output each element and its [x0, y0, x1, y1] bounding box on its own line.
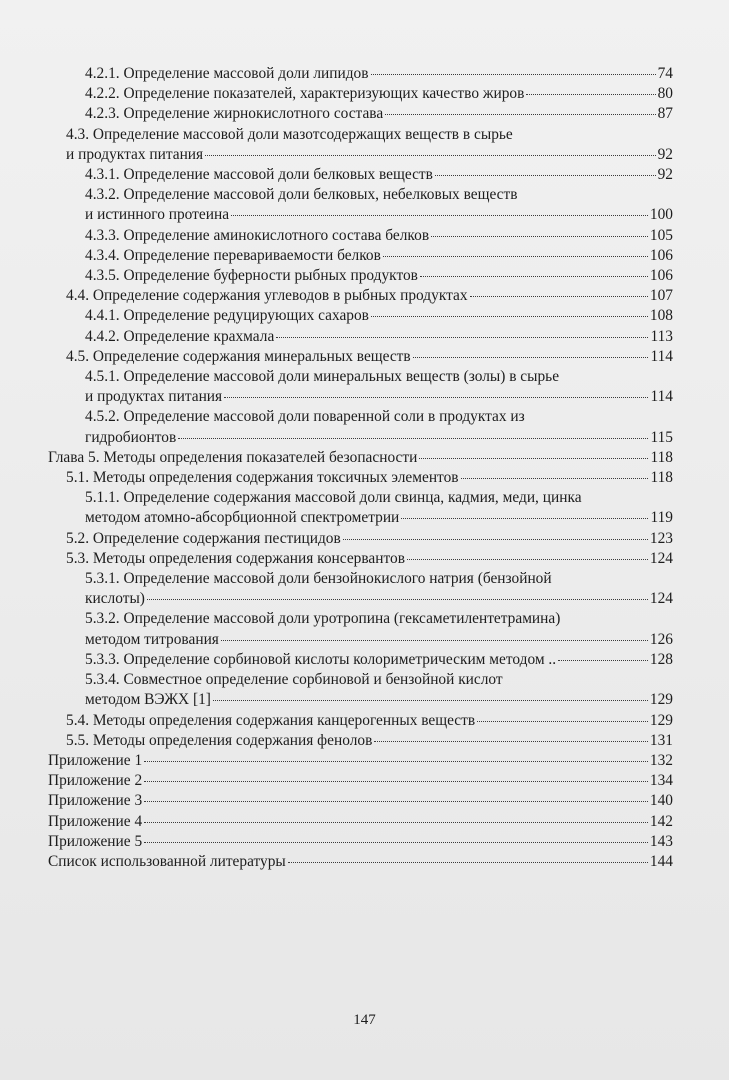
toc-entry	[48, 650, 673, 670]
toc-entry	[48, 731, 673, 751]
dot-leader	[144, 781, 648, 782]
dot-leader	[178, 438, 648, 439]
dot-leader	[288, 862, 648, 863]
toc-entry-page: 134	[649, 772, 673, 790]
dot-leader	[144, 761, 648, 762]
toc-entry-text-line: 5.3.4. Совместное определение сорбиновой и бензойной кислот	[85, 671, 503, 689]
toc-entry-last-line	[85, 428, 673, 448]
dot-leader	[431, 236, 648, 237]
toc-entry-title: Приложение 1	[48, 751, 143, 769]
dot-leader	[461, 478, 649, 479]
toc-entry-last-line	[85, 266, 673, 286]
toc-entry-last-line	[48, 852, 673, 872]
toc-entry-title: 4.3.3. Определение аминокислотного состава белков	[85, 226, 430, 244]
toc-entry-last-line	[85, 650, 673, 670]
dot-leader	[477, 721, 648, 722]
dot-leader	[526, 94, 655, 95]
toc-entry-text-line: 4.3. Определение массовой доли мазотсодержащих веществ в сырье	[66, 125, 513, 143]
toc-entry-title: Глава 5. Методы определения показателей безопасности	[48, 448, 418, 466]
toc-entry-page: 131	[649, 731, 673, 749]
toc-entry-last-line	[48, 812, 673, 832]
toc-entry-last-line	[85, 226, 673, 246]
toc-entry-page: 140	[649, 792, 673, 810]
toc-entry-page: 80	[657, 85, 673, 103]
toc-entry	[48, 286, 673, 306]
toc-entry-page: 114	[650, 347, 673, 365]
dot-leader	[470, 296, 648, 297]
toc-entry-last-line	[85, 327, 673, 347]
toc-entry-last-line	[85, 508, 673, 528]
toc-entry-page: 119	[650, 509, 673, 527]
toc-entry-page: 106	[649, 246, 673, 264]
dot-leader	[413, 357, 649, 358]
toc-entry	[48, 327, 673, 347]
toc-entry-title: 4.4.1. Определение редуцирующих сахаров	[85, 307, 369, 325]
toc-entry-last-line	[48, 751, 673, 771]
dot-leader	[407, 559, 648, 560]
toc-entry	[48, 791, 673, 811]
toc-entry-title: 4.2.2. Определение показателей, характеризующих качество жиров	[85, 85, 525, 103]
toc-entry-last-line	[85, 690, 673, 710]
toc-entry-last-line	[48, 832, 673, 852]
dot-leader	[147, 599, 648, 600]
toc-entry	[48, 64, 673, 84]
toc-entry-last-line	[48, 771, 673, 791]
table-of-contents	[48, 64, 673, 872]
toc-entry-page: 124	[649, 590, 673, 608]
toc-entry-last-line	[85, 246, 673, 266]
toc-entry-page: 118	[650, 469, 673, 487]
toc-entry-page: 128	[649, 650, 673, 668]
dot-leader	[231, 215, 648, 216]
dot-leader	[205, 155, 655, 156]
toc-entry	[48, 84, 673, 104]
toc-entry-last-line	[66, 347, 673, 367]
toc-entry-page: 126	[649, 630, 673, 648]
dot-leader	[374, 741, 648, 742]
dot-leader	[401, 518, 648, 519]
toc-entry-last-line	[66, 549, 673, 569]
toc-entry-title: 4.3.5. Определение буферности рыбных продуктов	[85, 267, 418, 285]
toc-entry	[48, 407, 673, 447]
toc-entry-page: 107	[649, 287, 673, 305]
toc-entry	[48, 367, 673, 407]
toc-entry-title: и истинного протеина	[85, 206, 230, 224]
toc-entry	[48, 812, 673, 832]
toc-entry-last-line	[66, 711, 673, 731]
toc-entry-last-line	[85, 104, 673, 124]
toc-entry-title: 4.3.4. Определение перевариваемости белков	[85, 246, 381, 264]
toc-entry-text-line: 5.3.2. Определение массовой доли уротропина (гексаметилентетрамина)	[85, 610, 561, 628]
toc-entry-title: методом титрования	[85, 630, 219, 648]
toc-entry-title: 4.2.3. Определение жирнокислотного состава	[85, 105, 384, 123]
toc-entry	[48, 569, 673, 609]
toc-entry	[48, 832, 673, 852]
toc-entry-title: 5.5. Методы определения содержания фенолов	[66, 731, 373, 749]
toc-entry-text-line: 5.3.1. Определение массовой доли бензойнокислого натрия (бензойной	[85, 570, 552, 588]
toc-entry	[48, 549, 673, 569]
toc-entry	[48, 347, 673, 367]
toc-entry	[48, 609, 673, 649]
dot-leader	[435, 175, 656, 176]
dot-leader	[144, 842, 648, 843]
toc-entry	[48, 711, 673, 731]
toc-entry-page: 142	[649, 812, 673, 830]
toc-entry-last-line	[85, 205, 673, 225]
toc-entry-text-line: 4.3.2. Определение массовой доли белковых, небелковых веществ	[85, 186, 518, 204]
toc-entry-page: 106	[649, 267, 673, 285]
toc-entry-last-line	[48, 448, 673, 468]
toc-entry-page: 100	[649, 206, 673, 224]
dot-leader	[276, 337, 648, 338]
toc-entry-last-line	[66, 731, 673, 751]
toc-entry-last-line	[85, 589, 673, 609]
toc-entry-page: 87	[657, 105, 673, 123]
toc-entry-last-line	[85, 630, 673, 650]
toc-entry	[48, 852, 673, 872]
toc-entry-page: 124	[649, 549, 673, 567]
dot-leader	[224, 397, 648, 398]
toc-entry-page: 113	[650, 327, 673, 345]
toc-entry	[48, 185, 673, 225]
toc-entry-title: 5.3.3. Определение сорбиновой кислоты колориметрическим методом ..	[85, 650, 557, 668]
toc-entry	[48, 468, 673, 488]
toc-entry-title: кислоты)	[85, 590, 145, 608]
toc-entry-title: 4.2.1. Определение массовой доли липидов	[85, 65, 369, 82]
toc-entry	[48, 104, 673, 124]
toc-entry-page: 115	[650, 428, 673, 446]
toc-entry	[48, 670, 673, 710]
toc-entry-last-line	[85, 387, 673, 407]
toc-entry	[48, 226, 673, 246]
toc-entry-title: и продуктах питания	[66, 145, 204, 163]
toc-entry-text-line: 4.5.1. Определение массовой доли минеральных веществ (золы) в сырье	[85, 368, 560, 386]
toc-entry	[48, 266, 673, 286]
toc-entry-title: 4.4.2. Определение крахмала	[85, 327, 275, 345]
toc-entry-title: 5.4. Методы определения содержания канцерогенных веществ	[66, 711, 476, 729]
toc-entry	[48, 125, 673, 165]
toc-entry	[48, 488, 673, 528]
toc-entry-title: Приложение 4	[48, 812, 143, 830]
toc-entry-title: 5.1. Методы определения содержания токсичных элементов	[66, 469, 459, 487]
dot-leader	[144, 822, 648, 823]
toc-entry-title: 5.3. Методы определения содержания консервантов	[66, 549, 405, 567]
toc-entry	[48, 448, 673, 468]
toc-entry-last-line	[85, 165, 673, 185]
toc-entry-last-line	[85, 306, 673, 326]
toc-entry-title: Приложение 5	[48, 832, 143, 850]
dot-leader	[213, 700, 648, 701]
toc-entry	[48, 246, 673, 266]
toc-entry-last-line	[85, 84, 673, 104]
toc-entry-page: 92	[657, 145, 673, 163]
toc-entry	[48, 165, 673, 185]
page-number: 147	[353, 1012, 376, 1028]
toc-entry-page: 108	[649, 307, 673, 325]
toc-entry-last-line	[66, 145, 673, 165]
toc-entry-title: 4.4. Определение содержания углеводов в рыбных продуктах	[66, 287, 468, 305]
toc-entry-page: 118	[650, 448, 673, 466]
toc-entry-last-line	[85, 64, 673, 84]
toc-entry-page: 74	[657, 65, 673, 82]
toc-entry	[48, 771, 673, 791]
toc-entry-title: Приложение 3	[48, 792, 143, 810]
toc-entry-title: 5.2. Определение содержания пестицидов	[66, 529, 341, 547]
toc-entry-page: 129	[649, 691, 673, 709]
dot-leader	[371, 74, 656, 75]
toc-entry-text-line: 5.1.1. Определение содержания массовой доли свинца, кадмия, меди, цинка	[85, 489, 582, 507]
toc-entry-title: методом атомно-абсорбционной спектрометрии	[85, 509, 400, 527]
toc-entry-title: 4.3.1. Определение массовой доли белковых веществ	[85, 166, 433, 184]
toc-entry	[48, 306, 673, 326]
toc-entry	[48, 529, 673, 549]
dot-leader	[385, 114, 655, 115]
toc-entry-page: 123	[649, 529, 673, 547]
toc-entry-page: 129	[649, 711, 673, 729]
toc-entry-title: 4.5. Определение содержания минеральных веществ	[66, 347, 411, 365]
toc-entry-text-line: 4.5.2. Определение массовой доли поваренной соли в продуктах из	[85, 408, 525, 426]
toc-entry-last-line	[48, 791, 673, 811]
toc-entry-last-line	[66, 468, 673, 488]
toc-entry-page: 144	[649, 852, 673, 870]
dot-leader	[371, 316, 648, 317]
toc-entry-page: 105	[649, 226, 673, 244]
dot-leader	[383, 256, 648, 257]
toc-entry-last-line	[66, 286, 673, 306]
toc-entry-title: Приложение 2	[48, 772, 143, 790]
toc-entry-title: гидробионтов	[85, 428, 177, 446]
dot-leader	[420, 276, 648, 277]
dot-leader	[558, 660, 648, 661]
dot-leader	[343, 539, 648, 540]
toc-entry	[48, 751, 673, 771]
dot-leader	[144, 801, 648, 802]
toc-entry-last-line	[66, 529, 673, 549]
dot-leader	[419, 458, 648, 459]
toc-entry-title: Список использованной литературы	[48, 852, 286, 870]
toc-entry-page: 92	[657, 166, 673, 184]
toc-entry-page: 143	[649, 832, 673, 850]
toc-entry-title: методом ВЭЖХ [1]	[85, 691, 211, 709]
toc-entry-page: 132	[649, 751, 673, 769]
toc-entry-title: и продуктах питания	[85, 388, 223, 406]
toc-entry-page: 114	[650, 388, 673, 406]
dot-leader	[221, 640, 648, 641]
